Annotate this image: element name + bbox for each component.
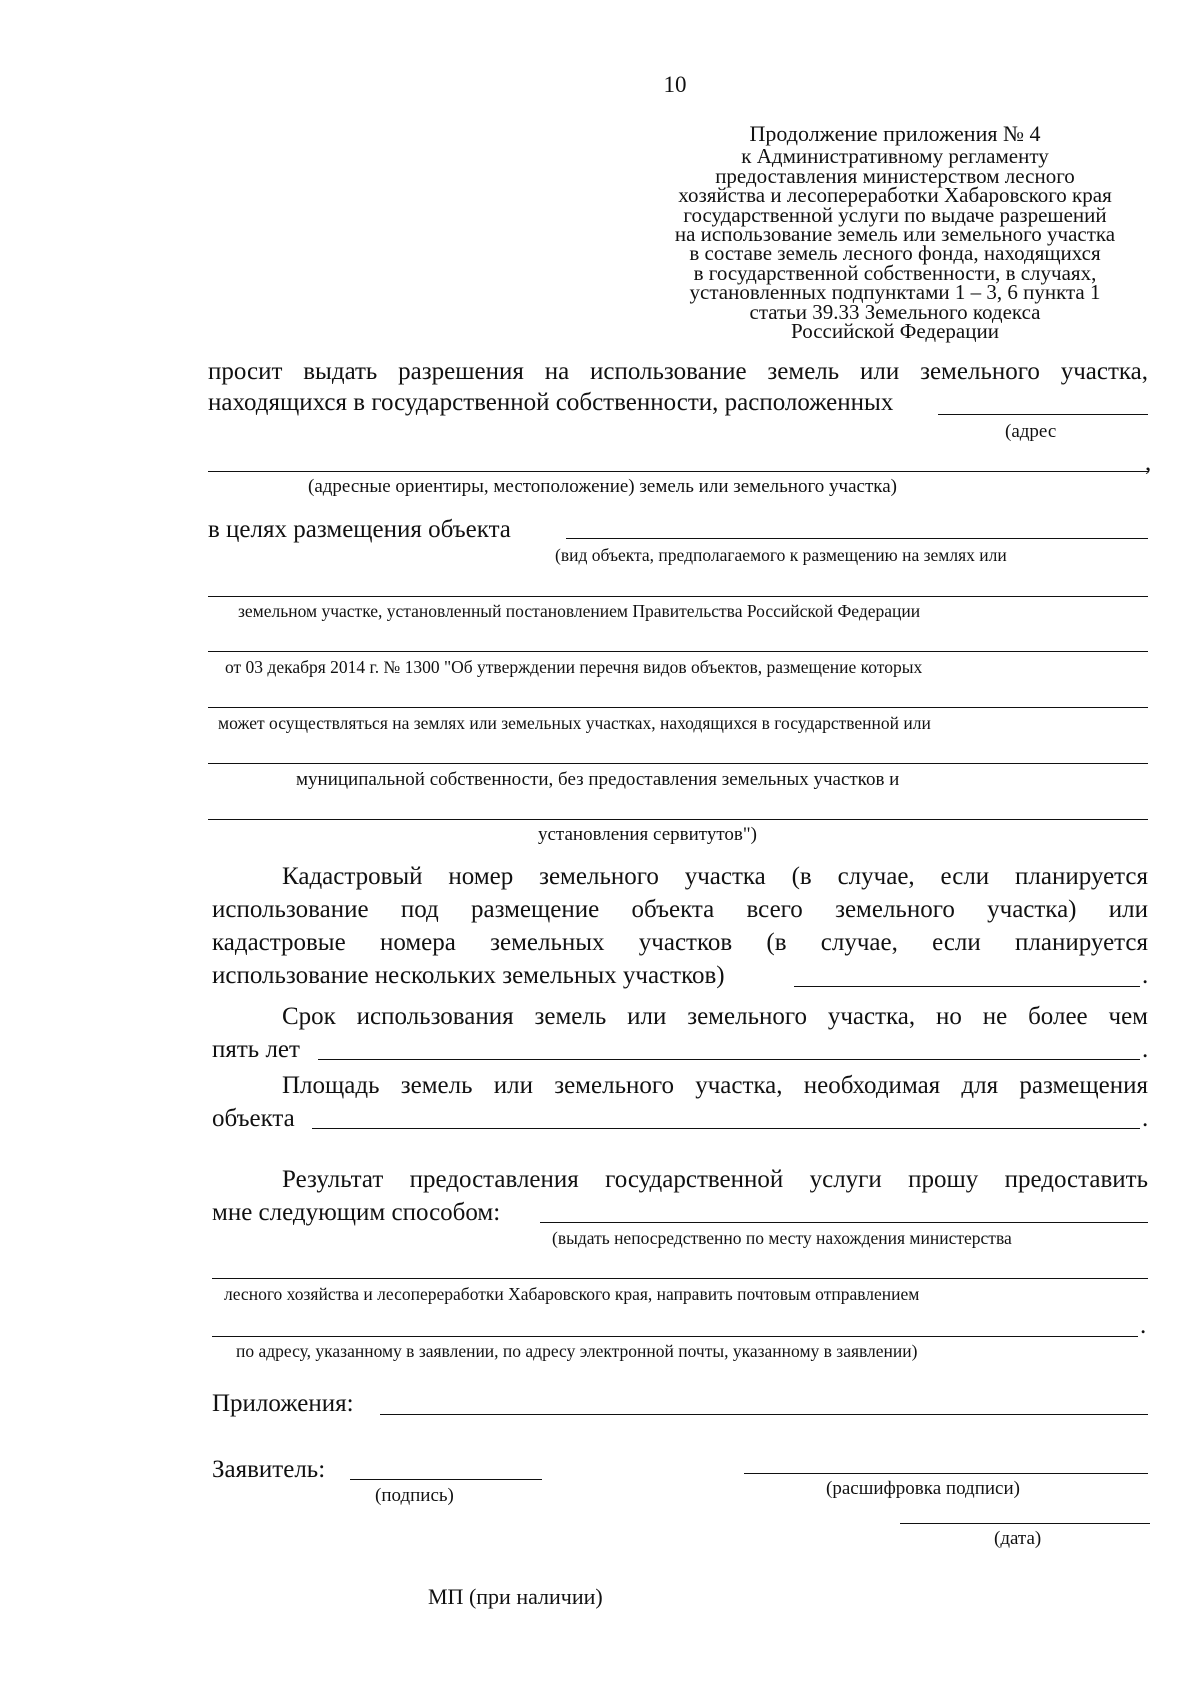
purpose-caption: (вид объекта, предполагаемого к размещению на землях или <box>555 545 1007 565</box>
result-caption: (выдать непосредственно по месту нахождения министерства <box>552 1228 1012 1248</box>
purpose-field-2[interactable] <box>208 596 1148 597</box>
stamp-label: МП (при наличии) <box>428 1584 603 1609</box>
term-line-1: Срок использования земель или земельного участка, но не более чем <box>282 1003 1148 1030</box>
header-line: статьи 39.33 Земельного кодекса <box>749 299 1041 324</box>
period: . <box>1140 1312 1147 1339</box>
purpose-caption: от 03 декабря 2014 г. № 1300 "Об утверждении перечня видов объектов, размещение которых <box>225 657 923 677</box>
area-field[interactable] <box>312 1128 1140 1129</box>
cadastral-line-1: Кадастровый номер земельного участка (в случае, если планируется <box>282 863 1148 890</box>
comma: , <box>1145 449 1152 476</box>
appendix-header <box>660 121 1130 344</box>
cadastral-line-2: использование под размещение объекта всего земельного участка) или <box>212 896 1148 923</box>
page-number: 10 <box>663 72 687 97</box>
header-line: установленных подпунктами 1 – 3, 6 пункта 1 <box>689 280 1101 305</box>
purpose-caption: может осуществляться на землях или земельных участках, находящихся в государственной или <box>218 713 931 733</box>
request-line-2: находящихся в государственной собственности, расположенных <box>208 389 894 416</box>
term-field[interactable] <box>318 1059 1140 1060</box>
purpose-field-3[interactable] <box>208 651 1148 652</box>
address-caption: (адрес <box>1005 421 1057 442</box>
date-field[interactable] <box>900 1523 1150 1524</box>
period: . <box>1142 1036 1149 1063</box>
address-field-1[interactable] <box>938 414 1148 415</box>
area-line-2: объекта <box>212 1105 295 1132</box>
applicant-label: Заявитель: <box>212 1456 326 1483</box>
request-line-1: просит выдать разрешения на использование земель или земельного участка, <box>208 358 1148 385</box>
period: . <box>1142 962 1149 989</box>
period: . <box>1142 1105 1149 1132</box>
signature-decryption-field[interactable] <box>744 1473 1148 1474</box>
header-line: на использование земель или земельного участка <box>674 222 1116 247</box>
attachments-field[interactable] <box>380 1414 1148 1415</box>
result-line-2: мне следующим способом: <box>212 1199 501 1226</box>
attachments-label: Приложения: <box>212 1390 354 1417</box>
date-caption: (дата) <box>994 1528 1042 1549</box>
result-method-field-3[interactable] <box>212 1336 1138 1337</box>
cadastral-line-4: использование нескольких земельных участков) <box>212 962 725 989</box>
purpose-field-1[interactable] <box>566 538 1148 539</box>
decryption-caption: (расшифровка подписи) <box>826 1478 1020 1499</box>
purpose-field-4[interactable] <box>208 707 1148 708</box>
header-line: в составе земель лесного фонда, находящихся <box>689 241 1101 266</box>
header-line: к Административному регламенту <box>741 144 1049 169</box>
header-line: в государственной собственности, в случаях, <box>693 260 1097 285</box>
result-line-1: Результат предоставления государственной услуги прошу предоставить <box>282 1166 1148 1193</box>
cadastral-number-field[interactable] <box>794 986 1140 987</box>
term-line-2: пять лет <box>212 1036 300 1063</box>
purpose-field-5[interactable] <box>208 763 1148 764</box>
header-line: предоставления министерством лесного <box>715 163 1075 188</box>
purpose-caption: земельном участке, установленный постановлением Правительства Российской Федерации <box>238 601 921 621</box>
header-line: Продолжение приложения № 4 <box>749 121 1041 146</box>
result-method-field-1[interactable] <box>540 1222 1148 1223</box>
cadastral-line-3: кадастровые номера земельных участков (в случае, если планируется <box>212 929 1148 956</box>
purpose-label: в целях размещения объекта <box>208 516 511 543</box>
result-caption: лесного хозяйства и лесопереработки Хабаровского края, направить почтовым отправлением <box>224 1284 920 1304</box>
signature-caption: (подпись) <box>375 1485 454 1506</box>
signature-field[interactable] <box>350 1479 542 1480</box>
header-line: хозяйства и лесопереработки Хабаровского края <box>678 183 1112 208</box>
result-caption: по адресу, указанному в заявлении, по адресу электронной почты, указанному в заявлении) <box>236 1341 918 1361</box>
area-line-1: Площадь земель или земельного участка, необходимая для размещения <box>282 1072 1148 1099</box>
purpose-caption: муниципальной собственности, без предоставления земельных участков и <box>296 769 900 790</box>
address-caption-2: (адресные ориентиры, местоположение) земель или земельного участка) <box>308 476 897 497</box>
purpose-caption: установления сервитутов") <box>538 824 757 845</box>
result-method-field-2[interactable] <box>212 1278 1148 1279</box>
address-field-2[interactable] <box>208 471 1148 472</box>
header-line: Российской Федерации <box>791 319 999 344</box>
purpose-field-6[interactable] <box>208 819 1148 820</box>
header-line: государственной услуги по выдаче разрешений <box>683 202 1107 227</box>
